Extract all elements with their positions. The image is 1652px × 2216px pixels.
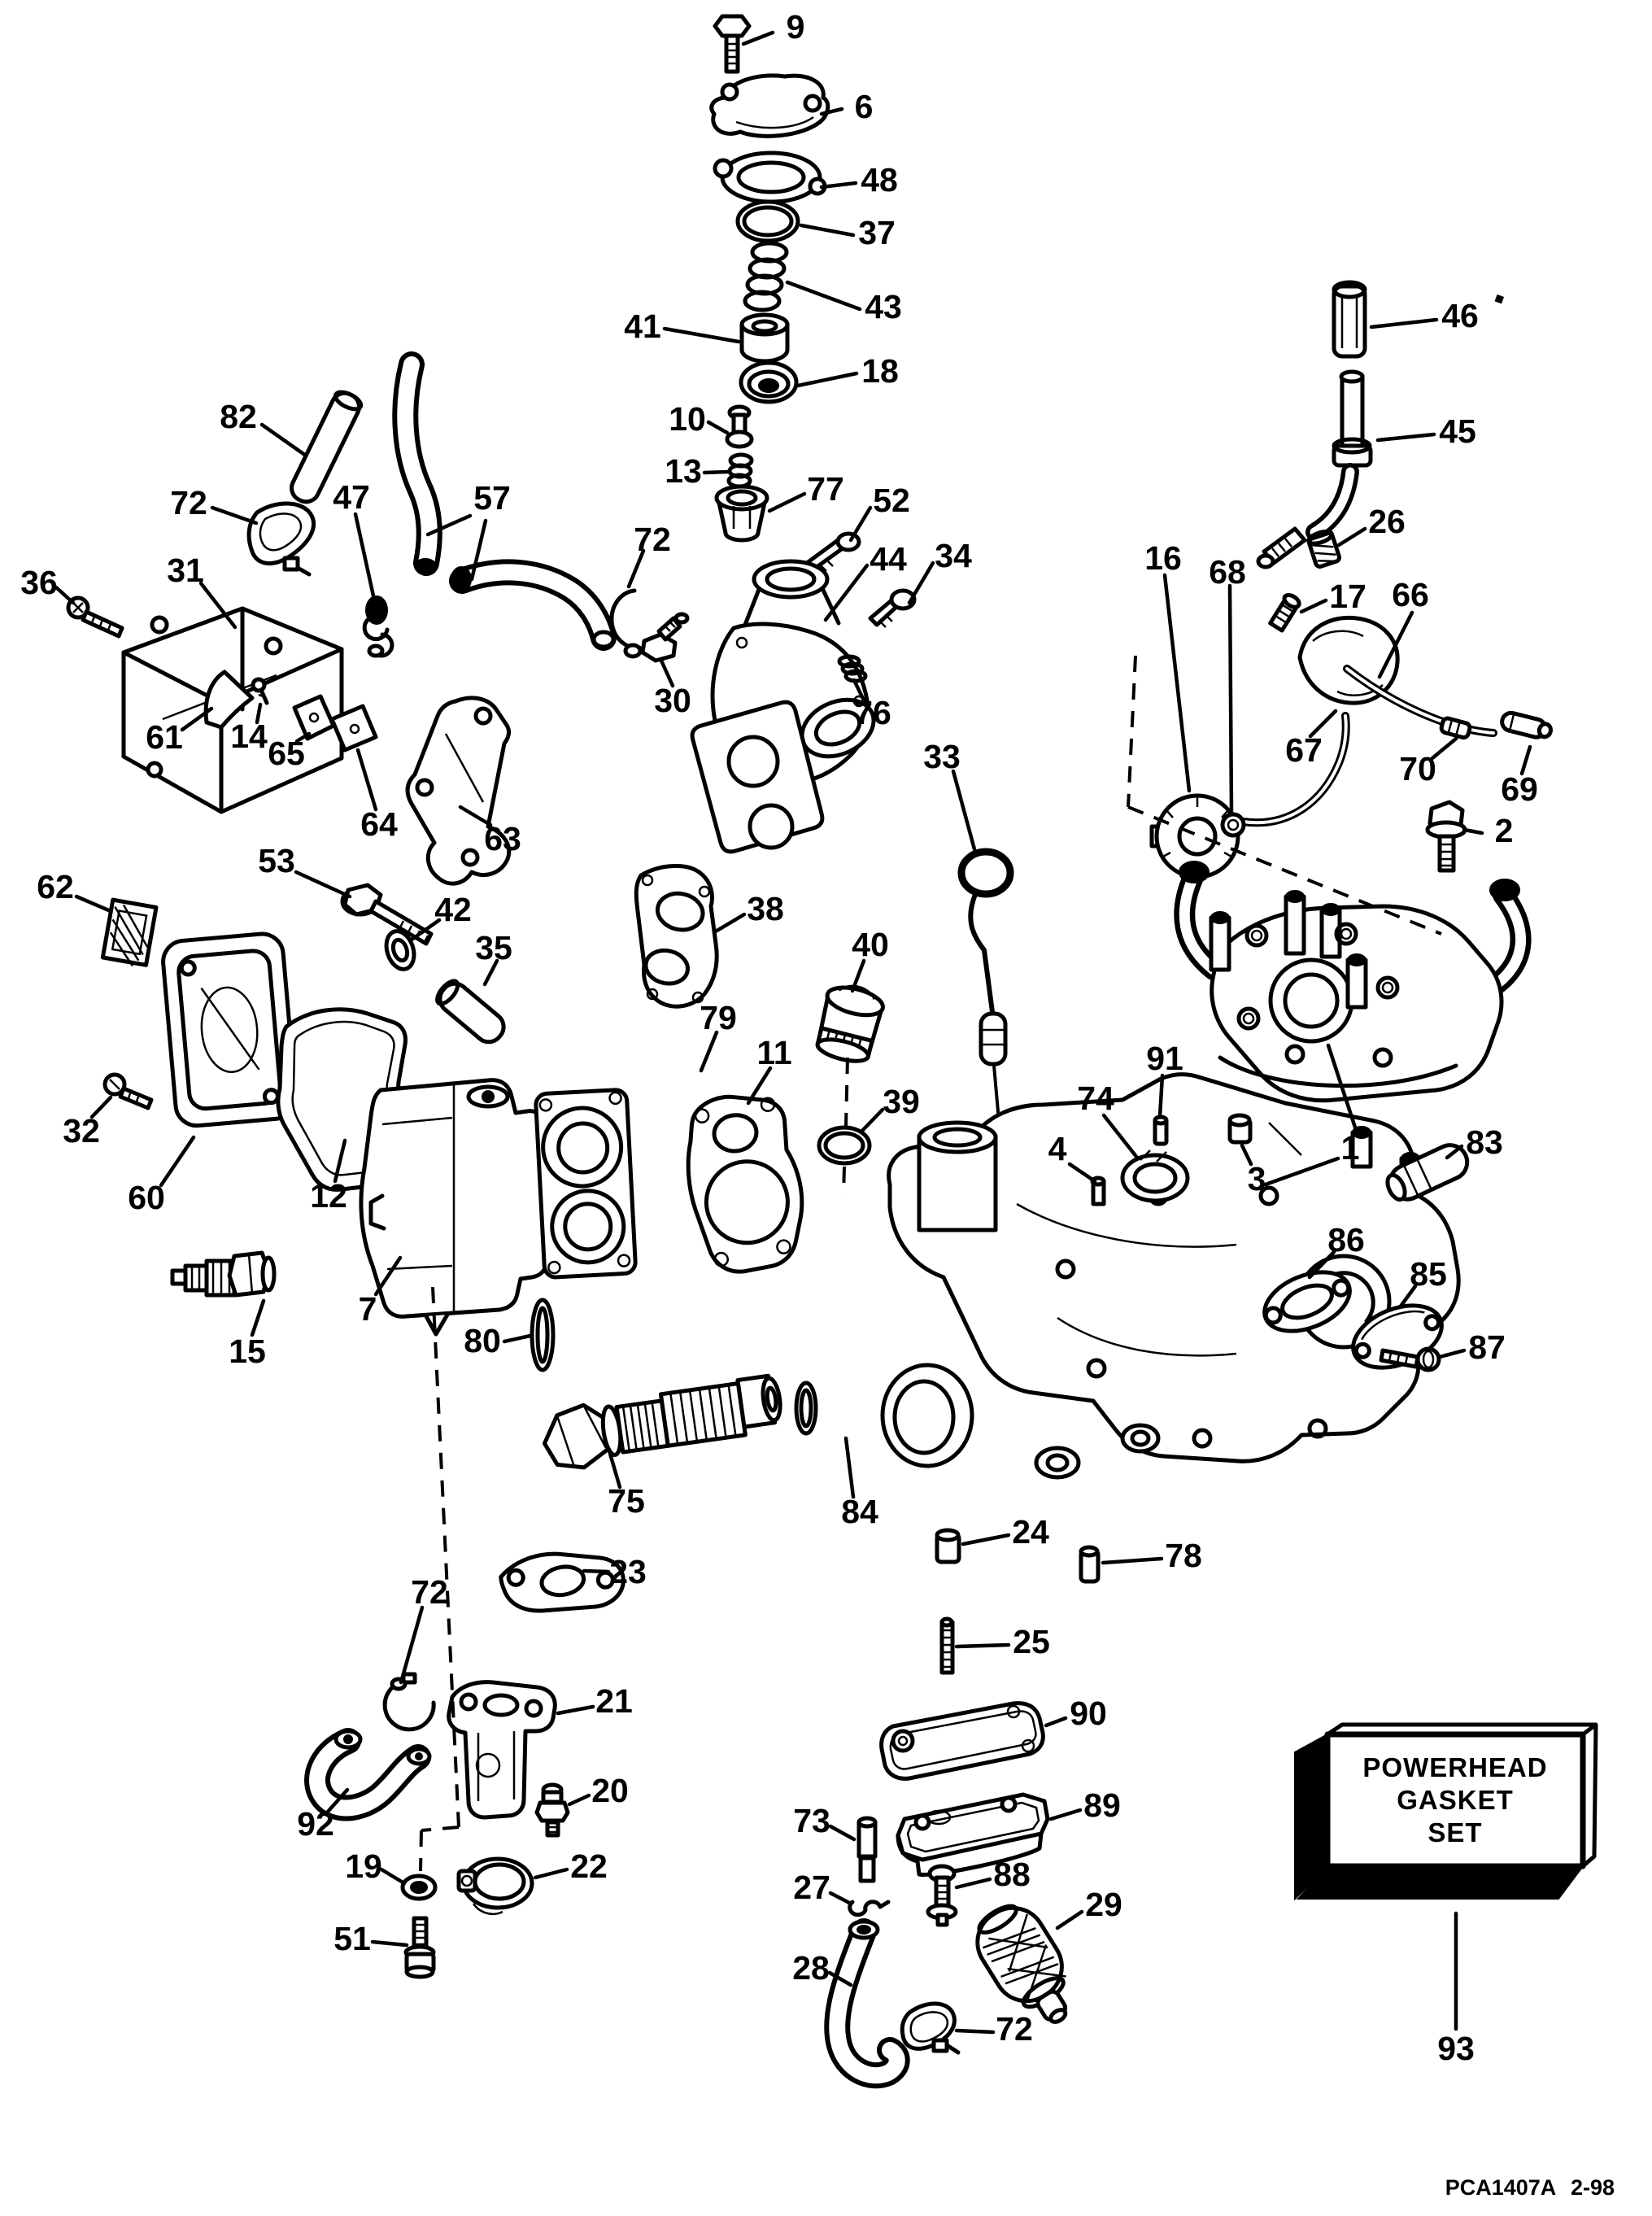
leader-line-24 (963, 1535, 1009, 1544)
callout-26: 26 (1368, 503, 1406, 540)
footer-date: 2-98 (1570, 2175, 1615, 2200)
part-36-screw (68, 598, 122, 636)
gasket-box-line2: GASKET (1397, 1785, 1514, 1815)
callout-28: 28 (792, 1949, 830, 1987)
callout-79: 79 (700, 999, 737, 1036)
leader-line-10 (708, 422, 727, 433)
leader-line-36 (56, 587, 73, 603)
leader-line-26 (1339, 529, 1365, 545)
callout-65: 65 (268, 735, 305, 772)
part-80-o-ring (532, 1300, 553, 1370)
callout-76: 76 (854, 694, 891, 731)
callout-46: 46 (1441, 297, 1479, 334)
leader-line-68 (1230, 586, 1231, 812)
callout-33: 33 (923, 738, 961, 775)
leader-line-52 (851, 508, 870, 540)
leader-line-53 (296, 872, 350, 896)
part-28-hose (837, 1922, 897, 2075)
callout-72: 72 (411, 1573, 448, 1611)
dashed-guide-line (846, 1058, 848, 1126)
callout-38: 38 (747, 890, 784, 927)
part-30-fitting (643, 614, 687, 661)
part-27-clip (850, 1902, 888, 1915)
callout-88: 88 (993, 1856, 1031, 1893)
part-39-o-ring (819, 1128, 870, 1163)
part-68-lever (1223, 716, 1346, 835)
leader-line-47 (355, 514, 374, 600)
footer (1445, 2175, 1615, 2200)
leader-line-33 (953, 771, 974, 849)
callout-86: 86 (1327, 1221, 1365, 1258)
callout-20: 20 (591, 1772, 629, 1809)
callout-3: 3 (1247, 1160, 1266, 1197)
part-25-stud (942, 1619, 952, 1673)
callout-72: 72 (634, 521, 671, 558)
callout-23: 23 (609, 1553, 647, 1590)
callout-80: 80 (464, 1322, 501, 1359)
leader-line-64 (358, 750, 376, 809)
callout-34: 34 (935, 537, 972, 574)
callout-52: 52 (873, 482, 910, 519)
part-34-bolt (870, 591, 914, 627)
callout-66: 66 (1392, 576, 1429, 613)
leader-line-82 (262, 425, 306, 456)
gasket-box-line1: POWERHEAD (1362, 1752, 1548, 1782)
leader-line-73 (830, 1826, 854, 1839)
part-10-check-valve (727, 407, 752, 447)
part-69-cable-end (1500, 711, 1553, 740)
callout-74: 74 (1077, 1080, 1114, 1117)
callout-47: 47 (333, 478, 370, 516)
callout-51: 51 (333, 1920, 371, 1957)
part-75-oil-strainer (539, 1375, 785, 1472)
leader-line-17 (1301, 600, 1326, 612)
callout-53: 53 (258, 842, 295, 879)
callout-11: 11 (756, 1034, 792, 1071)
leader-line-29 (1057, 1912, 1082, 1928)
part-18-seal (741, 363, 796, 402)
leader-line-45 (1378, 434, 1434, 440)
part-84-o-ring (796, 1383, 816, 1433)
part-70-ferrule (1441, 718, 1471, 739)
part-6-exhaust-cover (712, 76, 828, 136)
callout-91: 91 (1146, 1040, 1183, 1077)
part-46-cap (1334, 282, 1365, 356)
callout-60: 60 (128, 1179, 165, 1216)
part-91-pin (1155, 1117, 1166, 1144)
part-57-hose-upper (405, 364, 436, 574)
callout-57: 57 (473, 479, 511, 517)
callout-84: 84 (841, 1493, 878, 1530)
part-57-hose-lower (451, 567, 613, 647)
part-20-fitting (537, 1785, 568, 1835)
callout-82: 82 (220, 398, 257, 435)
footer-code: PCA1407A (1445, 2175, 1557, 2200)
callout-30: 30 (654, 682, 691, 719)
leader-line-72 (957, 2031, 993, 2032)
leader-line-22 (535, 1869, 567, 1878)
dashed-guide-line (421, 1827, 459, 1830)
leader-line-87 (1440, 1350, 1464, 1357)
part-37-o-ring (738, 202, 798, 241)
part-21-thermostat-housing (449, 1682, 556, 1817)
callout-32: 32 (63, 1112, 100, 1149)
callout-10: 10 (669, 400, 706, 438)
dashed-guide-line (843, 1167, 844, 1194)
leader-line-51 (373, 1942, 407, 1945)
callout-40: 40 (852, 926, 889, 963)
leader-line-2 (1464, 830, 1482, 833)
part-24-bushing (937, 1530, 959, 1562)
callout-37: 37 (858, 214, 896, 251)
callout-9: 9 (786, 8, 805, 46)
callout-21: 21 (595, 1682, 633, 1720)
leader-line-43 (787, 282, 860, 309)
part-48-gasket (715, 153, 825, 202)
leader-line-77 (769, 494, 804, 511)
callout-25: 25 (1013, 1623, 1050, 1660)
leader-line-41 (665, 329, 739, 342)
callout-93: 93 (1437, 2030, 1475, 2067)
leader-line-78 (1103, 1559, 1162, 1563)
dashed-guide-line (433, 1287, 459, 1827)
part-2-bolt (1428, 802, 1465, 870)
callout-35: 35 (475, 929, 512, 966)
part-38-gasket (636, 866, 717, 1006)
callout-2: 2 (1494, 812, 1514, 849)
leader-line-72 (212, 508, 256, 523)
leader-line-13 (704, 472, 728, 473)
gasket-box-line3: SET (1428, 1817, 1483, 1847)
leader-line-91 (1160, 1075, 1162, 1116)
callout-48: 48 (861, 161, 898, 198)
leader-line-27 (830, 1893, 849, 1903)
leader-line-18 (798, 373, 857, 386)
leader-line-25 (957, 1645, 1009, 1647)
leader-line-38 (714, 914, 744, 932)
leader-line-46 (1371, 320, 1436, 327)
part-73-pin (859, 1818, 875, 1881)
callout-41: 41 (624, 308, 661, 345)
leader-line-23 (584, 1571, 608, 1572)
leader-line-20 (569, 1795, 589, 1804)
callout-1: 1 (1340, 1129, 1360, 1167)
leader-line-60 (161, 1137, 194, 1185)
part-90-gasket (882, 1703, 1044, 1779)
leader-line-80 (504, 1336, 530, 1341)
leader-line-88 (957, 1879, 990, 1887)
speck (1496, 295, 1503, 303)
part-22-cover (459, 1859, 532, 1914)
part-72-tie-strap-a (249, 504, 313, 574)
part-78-bushing (1081, 1547, 1098, 1581)
callout-87: 87 (1468, 1328, 1506, 1366)
part-32-screw (105, 1075, 151, 1108)
leader-line-15 (252, 1301, 264, 1335)
part-1-crankcase-upper (1179, 862, 1521, 1101)
part-11-head-gasket (679, 1089, 809, 1276)
callout-29: 29 (1085, 1886, 1122, 1923)
callout-68: 68 (1209, 553, 1246, 591)
callout-61: 61 (146, 718, 183, 756)
callout-78: 78 (1165, 1537, 1202, 1574)
callout-31: 31 (167, 552, 204, 589)
callout-17: 17 (1329, 578, 1366, 615)
callout-36: 36 (20, 564, 58, 601)
callout-15: 15 (229, 1333, 266, 1370)
part-26-knurled-nut (1307, 529, 1340, 567)
leader-line-34 (909, 563, 933, 603)
part-7-cylinder (358, 1080, 636, 1334)
callout-90: 90 (1070, 1695, 1107, 1732)
leader-line-89 (1051, 1810, 1080, 1819)
callout-67: 67 (1285, 731, 1323, 769)
callout-42: 42 (434, 891, 472, 928)
part-72-tie-strap-d (902, 2004, 958, 2052)
part-19-washer (403, 1876, 435, 1899)
dashed-guide-line (1128, 656, 1135, 807)
part-3-cap (1230, 1115, 1250, 1142)
leader-line-62 (76, 896, 111, 911)
leader-line-79 (701, 1032, 717, 1071)
part-15-spark-plug (172, 1253, 274, 1295)
callout-85: 85 (1410, 1255, 1447, 1293)
part-72-clamp-b (612, 591, 640, 657)
callout-62: 62 (37, 868, 74, 905)
part-88-bolt (928, 1866, 956, 1925)
leader-line-84 (846, 1438, 853, 1497)
part-92-hose (317, 1731, 429, 1808)
callout-75: 75 (608, 1482, 645, 1520)
leader-line-19 (381, 1869, 404, 1883)
callout-72: 72 (170, 484, 207, 521)
leader-line-48 (822, 183, 856, 187)
callout-18: 18 (861, 352, 899, 390)
part-35-pin (433, 977, 509, 1048)
callout-92: 92 (297, 1805, 334, 1843)
callout-39: 39 (883, 1083, 920, 1120)
callout-83: 83 (1466, 1123, 1503, 1161)
part-1-crankcase-lower (883, 1075, 1458, 1477)
callout-27: 27 (793, 1869, 830, 1906)
leader-line-16 (1165, 575, 1189, 791)
callout-4: 4 (1048, 1130, 1067, 1167)
callout-24: 24 (1012, 1513, 1049, 1551)
callout-16: 16 (1144, 539, 1182, 577)
callout-22: 22 (570, 1847, 608, 1885)
callout-45: 45 (1439, 412, 1476, 450)
callout-44: 44 (870, 540, 907, 578)
leader-line-21 (558, 1707, 593, 1713)
callout-89: 89 (1083, 1786, 1121, 1824)
part-41-bushing (742, 315, 787, 361)
part-43-spring (745, 243, 787, 310)
part-72-clamp-c (385, 1674, 434, 1730)
part-13-spring-small (729, 455, 752, 486)
leader-line-39 (862, 1110, 883, 1131)
part-40-oil-fill-cap (813, 979, 887, 1066)
part-77-bushing (717, 486, 767, 540)
callout-63: 63 (484, 820, 521, 857)
callout-72: 72 (996, 2010, 1033, 2048)
callout-77: 77 (807, 470, 844, 508)
callout-73: 73 (793, 1802, 830, 1839)
leader-line-72 (401, 1607, 422, 1682)
callout-43: 43 (865, 288, 902, 325)
leader-line-37 (801, 225, 853, 235)
part-47-clip (364, 596, 392, 656)
callout-69: 69 (1501, 770, 1538, 808)
callout-70: 70 (1399, 750, 1436, 787)
callout-12: 12 (310, 1177, 347, 1215)
leader-line-9 (743, 33, 773, 44)
leader-line-90 (1046, 1718, 1066, 1725)
gasket-set-box (1295, 1725, 1596, 1899)
callout-13: 13 (665, 452, 702, 490)
callout-14: 14 (230, 718, 268, 755)
callout-19: 19 (345, 1847, 382, 1885)
part-23-gasket (498, 1542, 627, 1622)
callout-7: 7 (358, 1290, 377, 1328)
callout-6: 6 (854, 88, 874, 125)
part-17-screw (1269, 592, 1301, 630)
leader-line-44 (826, 565, 867, 620)
part-51-bolt (406, 1918, 434, 1977)
callout-64: 64 (360, 805, 398, 843)
